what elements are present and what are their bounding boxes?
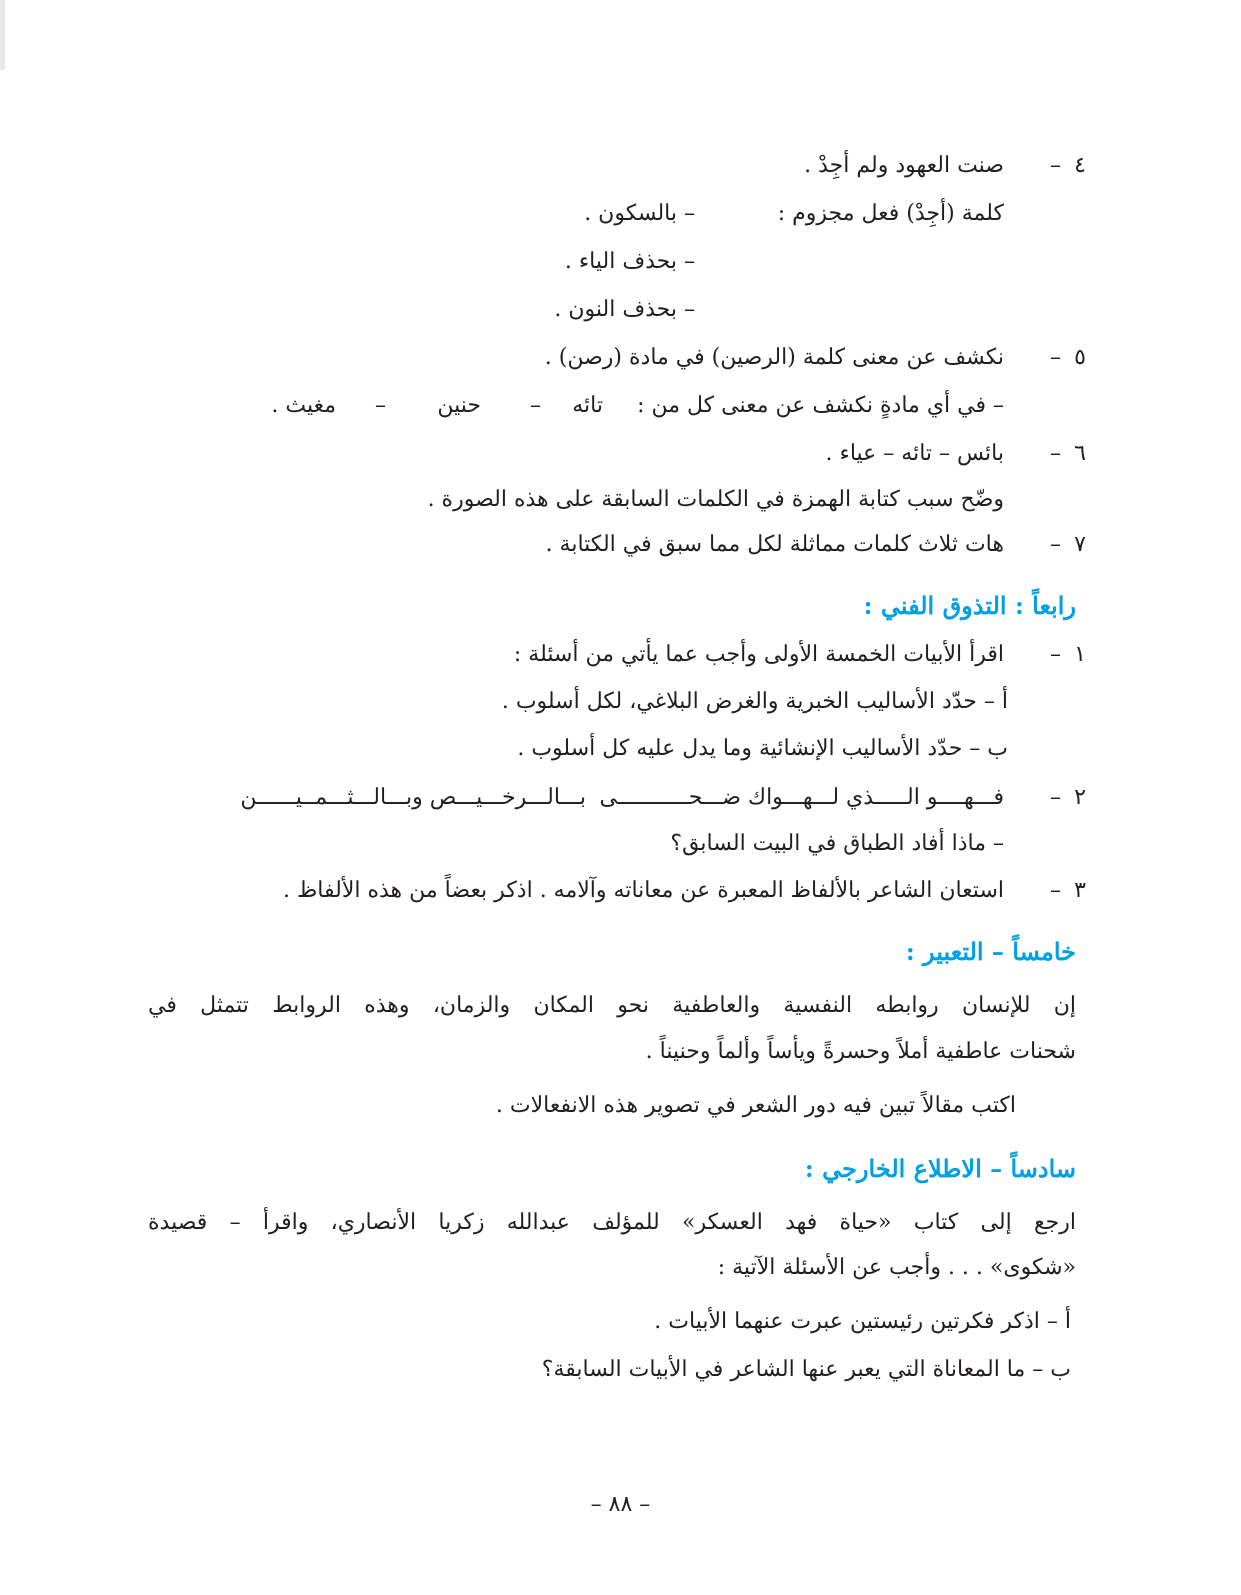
q5-number: ٥ xyxy=(1074,345,1086,370)
q5-dash: – xyxy=(1050,345,1061,370)
q4-text: صنت العهود ولم أجِدْ . xyxy=(804,153,1004,178)
s4-q1-a: أ – حدّد الأساليب الخبرية والغرض البلاغي، لكل أسلوب . xyxy=(501,689,1008,714)
section-5-heading: خامساً – التعبير : xyxy=(905,937,1076,966)
q6-sub: وضّح سبب كتابة الهمزة في الكلمات السابقة على هذه الصورة . xyxy=(427,487,1004,512)
q4-option-2: – بحذف الياء . xyxy=(564,249,695,274)
s5-paragraph-2: اكتب مقالاً تبين فيه دور الشعر في تصوير هذه الانفعالات . xyxy=(495,1093,1016,1118)
scan-edge xyxy=(0,0,5,70)
q6-text: بائس – تائه – عياء . xyxy=(825,441,1004,466)
s4-q2-number: ٢ xyxy=(1074,785,1086,810)
s4-q2-dash: – xyxy=(1050,785,1061,810)
s6-paragraph-line-1: ارجع إلى كتاب «حياة فهد العسكر» للمؤلف عبدالله زكريا الأنصاري، واقرأ – قصيدة xyxy=(148,1210,1076,1235)
q6-dash: – xyxy=(1050,441,1061,466)
q5-word-2: حنين xyxy=(437,393,481,418)
s4-q2-sub: – ماذا أفاد الطباق في البيت السابق؟ xyxy=(670,831,1004,856)
verse-second-half: بـــالـــرخـــيـــص وبـــالـــثـــمــيــــــن xyxy=(240,785,586,810)
q7-text: هات ثلاث كلمات مماثلة لكل مما سبق في الكتابة . xyxy=(545,532,1004,557)
s4-q1-text: اقرأ الأبيات الخمسة الأولى وأجب عما يأتي من أسئلة : xyxy=(513,642,1004,667)
s5-paragraph-line-1: إن للإنسان روابطه النفسية والعاطفية نحو المكان والزمان، وهذه الروابط تتمثل في xyxy=(148,993,1076,1018)
page-number: – ٨٨ – xyxy=(590,1492,651,1517)
q4-dash: – xyxy=(1050,153,1061,178)
q5-dash-1: – xyxy=(530,393,541,418)
s4-q3-number: ٣ xyxy=(1074,878,1086,903)
q5-word-3: مغيث . xyxy=(271,393,336,418)
verse-first-half: فـــهــــو الـــــذي لـــهـــواك ضـــحـــــــــــى xyxy=(599,785,1004,810)
section-6-heading: سادساً – الاطلاع الخارجي : xyxy=(804,1154,1076,1183)
q5-dash-2: – xyxy=(375,393,386,418)
s5-paragraph-line-2: شحنات عاطفية أملاً وحسرةً ويأساً وألماً وحنيناً . xyxy=(645,1039,1076,1064)
section-4-heading: رابعاً : التذوق الفني : xyxy=(863,591,1076,620)
q5-word-1: تائه xyxy=(572,393,603,418)
s6-item-b: ب – ما المعاناة التي يعبر عنها الشاعر في الأبيات السابقة؟ xyxy=(541,1357,1071,1382)
s6-item-a: أ – اذكر فكرتين رئيستين عبرت عنهما الأبيات . xyxy=(654,1309,1071,1334)
s6-paragraph-line-2: «شكوى» . . . وأجب عن الأسئلة الآتية : xyxy=(717,1255,1076,1280)
q4-option-3: – بحذف النون . xyxy=(554,297,695,322)
s4-q1-number: ١ xyxy=(1074,642,1086,667)
q5-text: نكشف عن معنى كلمة (الرصين) في مادة (رصن) . xyxy=(544,345,1004,370)
q4-option-1: – بالسكون . xyxy=(584,201,695,226)
q7-number: ٧ xyxy=(1074,532,1086,557)
q7-dash: – xyxy=(1050,532,1061,557)
q5-sub: – في أي مادةٍ نكشف عن معنى كل من : xyxy=(637,393,1004,418)
s4-q3-text: استعان الشاعر بالألفاظ المعبرة عن معاناته وآلامه . اذكر بعضاً من هذه الألفاظ . xyxy=(282,878,1004,903)
q4-number: ٤ xyxy=(1074,153,1086,178)
s4-q1-b: ب – حدّد الأساليب الإنشائية وما يدل عليه كل أسلوب . xyxy=(517,736,1008,761)
s4-q3-dash: – xyxy=(1050,878,1061,903)
q6-number: ٦ xyxy=(1074,441,1086,466)
s4-q1-dash: – xyxy=(1050,642,1061,667)
q4-lead: كلمة (أجِدْ) فعل مجزوم : xyxy=(777,201,1004,226)
